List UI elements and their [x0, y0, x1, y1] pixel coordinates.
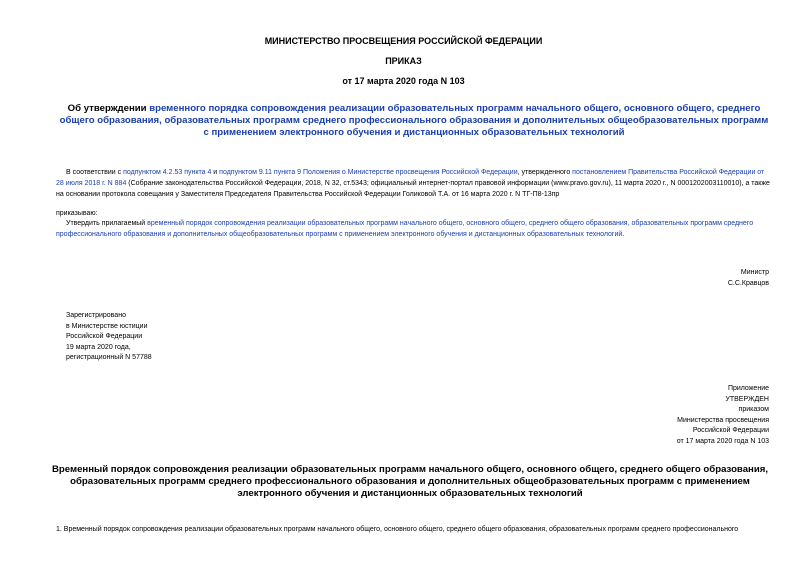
order-title-link[interactable]: временного порядка сопровождения реализации образовательных программ начального общего, основного общего, среднего общего образования, образовательных программ среднего профессионального образования и дополнительных общеобразовательных программ с применением электронного обучения и дистанционных образовательных технологий	[59, 103, 769, 138]
order-text-2: .	[622, 231, 625, 238]
preamble-text-1: В соответствии с	[66, 169, 124, 176]
registration-line: регистрационный N 57788	[66, 354, 152, 361]
registration-line: 19 марта 2020 года,	[66, 343, 131, 351]
appendix-line: Министерства просвещения	[677, 416, 769, 424]
appendix-line: от 17 марта 2020 года N 103	[676, 437, 769, 445]
appendix-line: приказом	[738, 406, 769, 413]
appendix-line: Приложение	[727, 385, 769, 392]
doc-type-heading: ПРИКАЗ	[385, 56, 422, 66]
order-word: приказываю:	[56, 210, 98, 217]
preamble-link-decree[interactable]: постановлением Правительства Российской Федерации от 28 июля 2018 г. N 884	[56, 169, 765, 187]
appendix-line: Российской Федерации	[692, 427, 769, 434]
registration-line: в Министерстве юстиции	[66, 322, 148, 330]
signature-name: С.С.Кравцов	[727, 279, 769, 287]
preamble-text-4: (Собрание законодательства Российской Федерации, 2018, N 32, ст.5343; официальный интернет-портал правовой информации (www.pravo.gov.ru), 11 марта 2020 г., N 0001202003110010), а также на основании протокола совещания у Заместителя Председателя Правительства Российской Федерации Голиковой Т.А. от 16 марта 2020 г. N ТГ-П8-13пр	[56, 180, 770, 198]
registration-line: Зарегистрировано	[66, 312, 126, 319]
order-paragraph	[56, 218, 772, 240]
doc-date-number: от 17 марта 2020 года N 103	[342, 76, 465, 86]
appendix-block	[677, 384, 769, 447]
appendix-line: УТВЕРЖДЕН	[725, 395, 769, 403]
section-title: Временный порядок сопровождения реализации образовательных программ начального общего, основного общего, среднего общего образования, образовательных программ среднего профессионального образования и дополнительных общеобразовательных программ с применением электронного обучения и дистанционных образовательных технологий	[52, 464, 768, 499]
order-title	[56, 103, 772, 139]
ministry-heading: МИНИСТЕРСТВО ПРОСВЕЩЕНИЯ РОССИЙСКОЙ ФЕДЕРАЦИИ	[264, 36, 543, 46]
signature-position: Министр	[740, 269, 769, 276]
registration-block	[66, 311, 152, 364]
signature-block	[728, 268, 769, 289]
preamble-text-2: и	[211, 169, 220, 176]
preamble-link-regulation[interactable]: подпунктом 9.11 пункта 9 Положения о Министерстве просвещения Российской Федерации	[219, 169, 518, 176]
order-title-prefix: Об утверждении	[67, 103, 150, 114]
order-text-1: Утвердить прилагаемый	[66, 220, 148, 227]
preamble-paragraph	[56, 167, 772, 200]
order-link-procedure[interactable]: временный порядок сопровождения реализации образовательных программ начального общего, основного общего, среднего общего образования, образовательных программ среднего профессионального образования и дополнительных общеобразовательных программ с применением электронного обучения и дистанционных образовательных технологий	[56, 220, 754, 238]
registration-line: Российской Федерации	[66, 333, 143, 340]
preamble-link-subpoint-4[interactable]: подпунктом 4.2.53 пункта 4	[123, 169, 212, 176]
preamble-text-3: , утвержденного	[517, 169, 573, 176]
item-1-text: 1. Временный порядок сопровождения реализации образовательных программ начального общего, основного общего, среднего общего образования, образовательных программ среднего профессионального	[56, 526, 739, 533]
